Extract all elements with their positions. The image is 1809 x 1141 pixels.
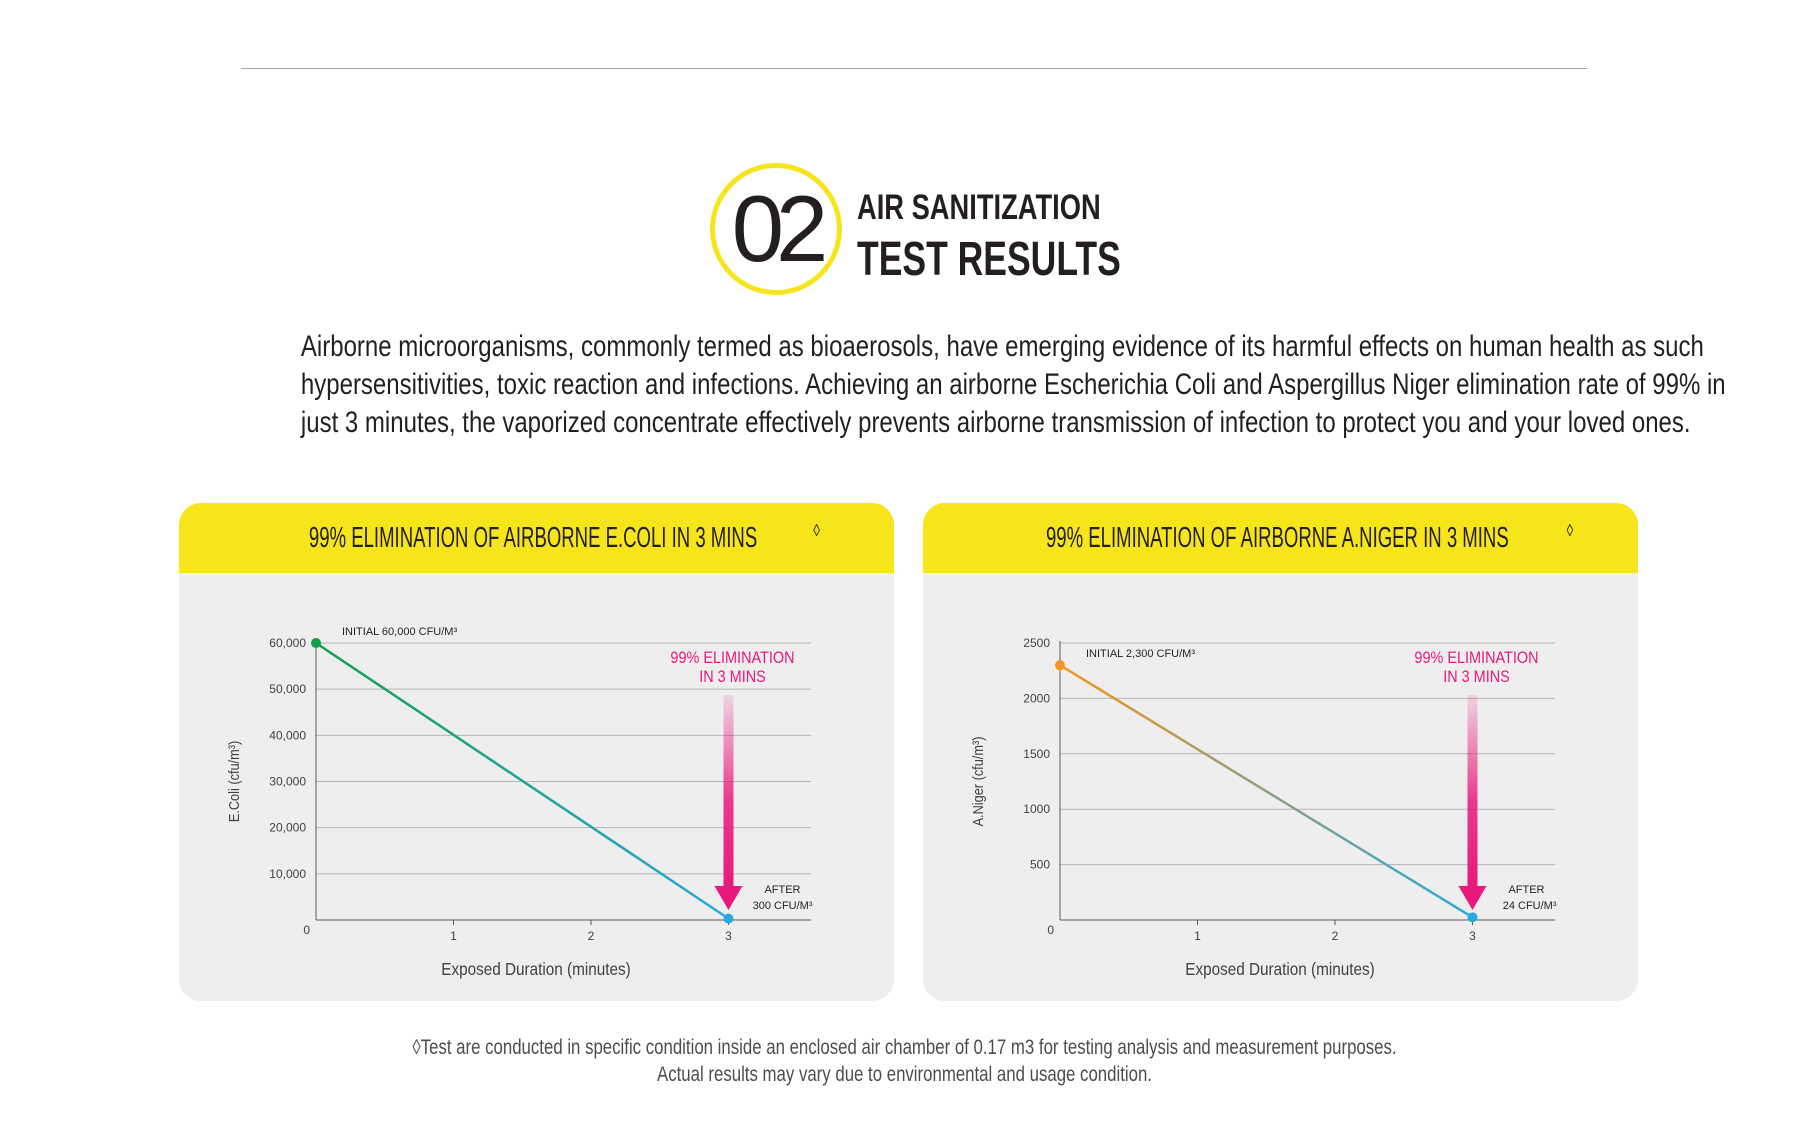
y-tick-label: 1000	[1023, 802, 1050, 817]
elimination-arrow-head	[1459, 886, 1487, 910]
section-number: 02	[731, 176, 821, 281]
after-label: AFTER	[1508, 884, 1545, 896]
x-tick-label: 3	[1469, 929, 1476, 943]
elimination-label: 99% ELIMINATION	[670, 648, 795, 668]
ecoli-chart	[179, 579, 894, 1001]
footnote	[0, 1034, 1809, 1088]
initial-label: INITIAL 60,000 CFU/M³	[342, 626, 458, 638]
y-tick-label: 30,000	[269, 774, 306, 789]
after-value-label: 300 CFU/M³	[752, 900, 813, 912]
y-tick-label: 500	[1029, 857, 1050, 872]
section-title-line2: TEST RESULTS	[857, 233, 1121, 286]
initial-point	[311, 638, 321, 648]
x-tick-label: 2	[587, 929, 595, 943]
x-axis-label: Exposed Duration (minutes)	[441, 958, 631, 980]
initial-point	[1055, 660, 1065, 670]
intro-paragraph	[150, 328, 1726, 442]
y-axis-label: A.Niger (cfu/m³)	[968, 736, 987, 827]
diamond-mark: ◊	[1566, 521, 1574, 541]
intro-line: Airborne microorganisms, commonly termed as bioaerosols, have emerging evidence of its harmful effects on human health as such	[300, 330, 1704, 363]
origin-label: 0	[303, 923, 310, 937]
ecoli-chart-header	[179, 503, 894, 573]
x-tick-label: 3	[725, 929, 732, 943]
ecoli-chart-panel	[179, 503, 894, 1001]
final-point	[1468, 912, 1478, 922]
elimination-label: IN 3 MINS	[1443, 667, 1510, 687]
ecoli-chart-title: 99% ELIMINATION OF AIRBORNE E.COLI IN 3 MINS	[308, 521, 758, 554]
x-tick-label: 2	[1331, 929, 1339, 943]
y-tick-label: 50,000	[269, 682, 306, 697]
ecoli-chart-title-wrap	[253, 521, 820, 555]
elimination-arrow-shaft	[724, 695, 734, 888]
after-value-label: 24 CFU/M³	[1502, 900, 1557, 912]
footnote-line: Actual results may vary due to environmental and usage condition.	[657, 1063, 1152, 1086]
elimination-arrow-shaft	[1468, 695, 1478, 888]
intro-line: just 3 minutes, the vaporized concentrate effectively prevents airborne transmission of infection to protect you and your loved ones.	[300, 406, 1691, 439]
y-tick-label: 60,000	[269, 636, 306, 650]
aniger-chart-panel	[923, 503, 1638, 1001]
elimination-label: IN 3 MINS	[699, 667, 766, 687]
y-tick-label: 2000	[1023, 691, 1050, 706]
elimination-arrow-head	[715, 886, 743, 910]
aniger-chart-title: 99% ELIMINATION OF AIRBORNE A.NIGER IN 3 MINS	[1045, 521, 1509, 554]
data-line	[316, 643, 729, 919]
y-axis-label: E.Coli (cfu/m³)	[224, 740, 243, 823]
x-tick-label: 1	[450, 929, 457, 943]
y-tick-label: 10,000	[269, 866, 306, 881]
after-label: AFTER	[764, 884, 801, 896]
diamond-mark: ◊	[813, 521, 821, 541]
x-tick-label: 1	[1194, 929, 1201, 943]
y-tick-label: 40,000	[269, 728, 306, 743]
final-point	[724, 914, 734, 924]
y-tick-label: 2500	[1023, 636, 1050, 650]
section-title-line1: AIR SANITIZATION	[857, 188, 1101, 227]
aniger-chart	[923, 579, 1638, 1001]
aniger-chart-title-wrap	[988, 521, 1573, 555]
aniger-chart-header	[923, 503, 1638, 573]
origin-label: 0	[1047, 923, 1054, 937]
elimination-label: 99% ELIMINATION	[1414, 648, 1539, 668]
footnote-line: ◊Test are conducted in specific condition inside an enclosed air chamber of 0.17 m3 for testing analysis and measurement purposes.	[412, 1036, 1397, 1059]
initial-label: INITIAL 2,300 CFU/M³	[1086, 648, 1196, 661]
y-tick-label: 20,000	[269, 820, 306, 835]
intro-line: hypersensitivities, toxic reaction and infections. Achieving an airborne Escherichia Coli and Aspergillus Niger elimination rate of 99% in	[300, 368, 1726, 401]
x-axis-label: Exposed Duration (minutes)	[1185, 958, 1375, 980]
top-divider	[241, 68, 1587, 69]
y-tick-label: 1500	[1023, 746, 1050, 761]
data-line	[1060, 665, 1473, 917]
